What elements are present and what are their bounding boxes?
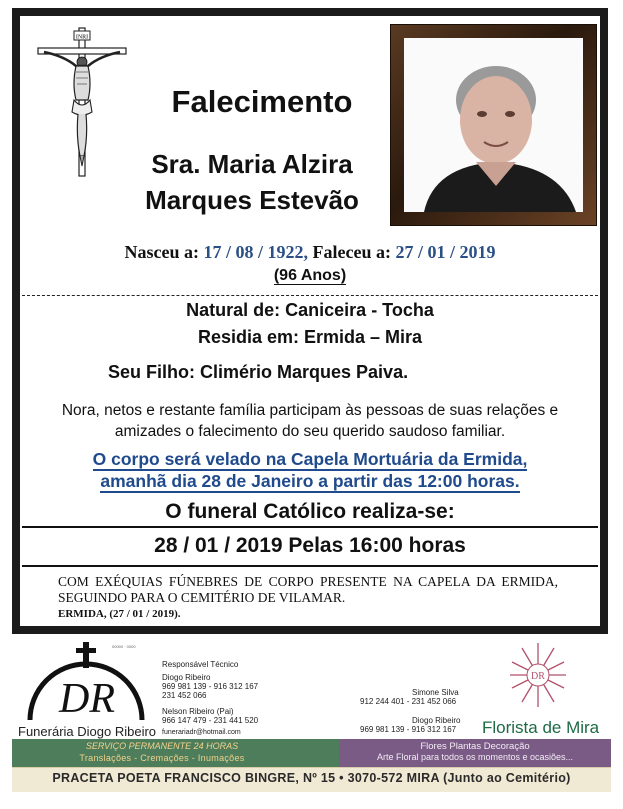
age [20,267,600,285]
funeral-date: 28 / 01 / 2019 Pelas 16:00 horas [154,534,466,557]
velado-line-1: O corpo será velado na Capela Mortuária da Ermida, [92,449,528,469]
velado-notice [20,448,600,492]
dr-tiny-text: 00000 · 0000 [112,644,136,649]
translacoes: Translações - Cremações - Inumações [79,753,245,763]
address: PRACETA POETA FRANCISCO BINGRE, Nº 15 • 3070-572 MIRA (Junto ao Cemitério) [52,771,571,785]
dashed-divider [22,295,598,296]
exequias-text: COM EXÉQUIAS FÚNEBRES DE CORPO PRESENTE NA CAPELA DA ERMIDA, SEGUINDO PARA O CEMITÉRIO DE VILAMAR. [58,574,558,605]
seu-filho: Seu Filho: Climério Marques Paiva. [108,362,409,382]
residia-em: Residia em: Ermida – Mira [197,327,423,347]
age-text: (96 Anos) [273,267,347,284]
dr-initials: DR [59,676,115,722]
divider [22,565,598,567]
funeraria-name: Funerária Diogo Ribeiro [18,724,157,739]
participation-text: Nora, netos e restante família participam às pessoas de suas relações e amizades o falecimento do seu querido saudoso familiar. [61,402,559,440]
deceased-name [110,146,394,218]
nelson-name: Nelson Ribeiro (Pai) [162,707,234,716]
name-line-1: Sra. Maria Alzira [151,149,353,179]
diogo-phones: 969 981 139 - 916 312 167 [360,725,457,734]
funeral-label: O funeral Católico realiza-se: [165,500,455,523]
diogo-name: Diogo Ribeiro [412,716,461,725]
tecnico-title: Responsável Técnico [162,660,239,669]
born-label: Nasceu a: [124,242,199,262]
svg-text:INRI: INRI [75,34,89,41]
simone-name: Simone Silva [412,688,459,697]
tecnico-phones: 969 981 139 - 916 312 167 [162,682,259,691]
tecnico-landline: 231 452 066 [162,691,207,700]
died-label: Faleceu a: [312,242,391,262]
born-date: 17 / 08 / 1922, [203,242,309,262]
florista-logo [508,640,568,710]
portrait-frame [390,24,597,226]
velado-line-2: amanhã dia 28 de Janeiro a partir das 12:00 horas. [100,471,520,491]
notice-title: Falecimento [171,84,353,119]
florista-name: Florista de Mira [482,718,600,737]
died-date: 27 / 01 / 2019 [395,242,496,262]
arte-floral: Arte Floral para todos os momentos e ocasiões... [376,752,574,762]
email: funerariadr@hotmail.com [162,729,241,736]
nelson-phones: 966 147 479 - 231 441 520 [162,716,259,725]
name-line-2: Marques Estevão [145,185,359,215]
simone-phones: 912 244 401 - 231 452 066 [360,697,457,706]
natural-de: Natural de: Caniceira - Tocha [186,300,434,320]
servico-permanente: SERVIÇO PERMANENTE 24 HORAS [85,741,239,751]
portrait-photo [404,38,583,212]
birth-death-dates [20,242,600,263]
florista-initials: DR [531,671,545,682]
divider [22,526,598,528]
flores-plantas: Flores Plantas Decoração [420,741,530,752]
tecnico-name: Diogo Ribeiro [162,673,211,682]
local-date: ERMIDA, (27 / 01 / 2019). [58,608,181,620]
